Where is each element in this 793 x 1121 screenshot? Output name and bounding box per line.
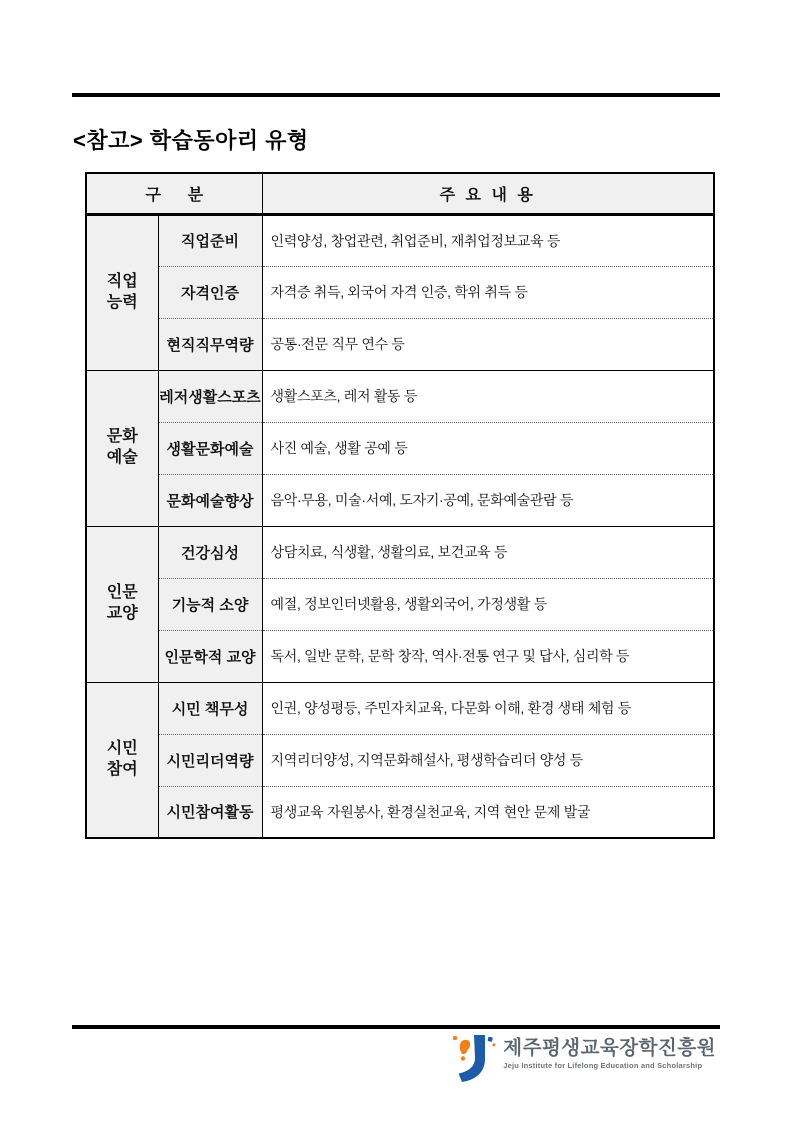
- content-cell: 인력양성, 창업관련, 취업준비, 재취업정보교육 등: [262, 214, 714, 266]
- header-content: 주 요 내 용: [262, 173, 714, 214]
- table-row: [86, 682, 714, 734]
- type-cell: 문화예술향상: [158, 474, 262, 526]
- category-cell: [86, 526, 158, 682]
- table-header-row: [86, 173, 714, 214]
- content-cell: 자격증 취득, 외국어 자격 인증, 학위 취득 등: [262, 266, 714, 318]
- type-cell: 레저생활스포츠: [158, 370, 262, 422]
- top-rule: [72, 93, 720, 97]
- content-cell: 사진 예술, 생활 공예 등: [262, 422, 714, 474]
- logo-english-name: Jeju Institute for Lifelong Education and Scholarship: [503, 1061, 703, 1071]
- content-cell: 생활스포츠, 레저 활동 등: [262, 370, 714, 422]
- table-row: [86, 370, 714, 422]
- type-cell: 시민 책무성: [158, 682, 262, 734]
- type-cell: 인문학적 교양: [158, 630, 262, 682]
- content-cell: 예절, 정보인터넷활용, 생활외국어, 가정생활 등: [262, 578, 714, 630]
- table-row: [86, 266, 714, 318]
- type-cell: 생활문화예술: [158, 422, 262, 474]
- content-cell: 평생교육 자원봉사, 환경실천교육, 지역 현안 문제 발굴: [262, 786, 714, 838]
- table-row: [86, 734, 714, 786]
- category-line: 예술: [106, 449, 138, 466]
- page-title: <참고> 학습동아리 유형: [73, 128, 309, 153]
- type-cell: 자격인증: [158, 266, 262, 318]
- table-row: [86, 474, 714, 526]
- footer-logo: [450, 1035, 716, 1084]
- table-row: [86, 526, 714, 578]
- category-line: 참여: [106, 760, 138, 778]
- content-cell: 상담치료, 식생활, 생활의료, 보건교육 등: [262, 526, 714, 578]
- jeju-institute-logo-icon: [450, 1035, 496, 1084]
- category-line: 교양: [106, 605, 138, 622]
- type-cell: 건강심성: [158, 526, 262, 578]
- category-line: 문화: [106, 428, 138, 446]
- type-cell: 시민리더역량: [158, 734, 262, 786]
- table-row: [86, 630, 714, 682]
- type-cell: 시민참여활동: [158, 786, 262, 838]
- table-row: [86, 318, 714, 370]
- category-cell: [86, 682, 158, 838]
- category-line: 능력: [106, 293, 138, 311]
- content-cell: 음악·무용, 미술·서예, 도자기·공예, 문화예술관람 등: [262, 474, 714, 526]
- category-line: 직업: [106, 272, 138, 290]
- table-row: [86, 786, 714, 838]
- category-line: 시민: [106, 739, 138, 757]
- type-cell: 기능적 소양: [158, 578, 262, 630]
- logo-text-block: [503, 1035, 716, 1070]
- table-row: [86, 578, 714, 630]
- category-cell: [86, 370, 158, 526]
- header-category: 구 분: [86, 173, 262, 214]
- content-cell: 독서, 일반 문학, 문학 창작, 역사·전통 연구 및 답사, 심리학 등: [262, 630, 714, 682]
- content-cell: 지역리더양성, 지역문화해설사, 평생학습리더 양성 등: [262, 734, 714, 786]
- category-cell: [86, 214, 158, 370]
- table-row: [86, 214, 714, 266]
- learning-club-type-table: [85, 172, 715, 839]
- logo-korean-name: 제주평생교육장학진흥원: [503, 1037, 716, 1059]
- table-row: [86, 422, 714, 474]
- content-cell: 공통·전문 직무 연수 등: [262, 318, 714, 370]
- type-cell: 직업준비: [158, 214, 262, 266]
- category-line: 인문: [106, 584, 138, 602]
- type-cell: 현직직무역량: [158, 318, 262, 370]
- bottom-rule: [72, 1025, 720, 1029]
- content-cell: 인권, 양성평등, 주민자치교육, 다문화 이해, 환경 생태 체험 등: [262, 682, 714, 734]
